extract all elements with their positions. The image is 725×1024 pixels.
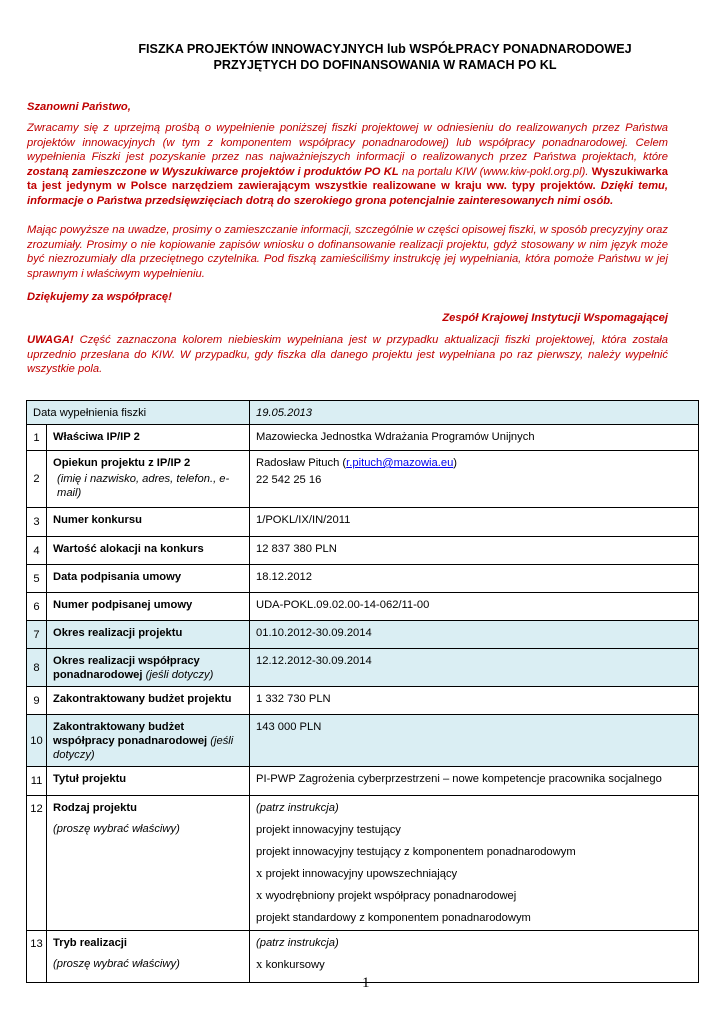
- date-value[interactable]: 19.05.2013: [250, 401, 699, 425]
- option-text: wyodrębniony projekt współpracy ponadnarodowej: [265, 890, 517, 902]
- contact-name: Radosław Pituch (: [256, 457, 347, 469]
- row-sublabel: (proszę wybrać właściwy): [53, 958, 180, 970]
- row-number: 12: [27, 796, 47, 931]
- row-label: Tryb realizacji: [53, 937, 128, 949]
- option-text: projekt innowacyjny testujący z komponentem ponadnarodowym: [256, 846, 576, 858]
- document-title: [60, 41, 710, 73]
- row-options-cell: [250, 796, 699, 931]
- row-label: Okres realizacji współpracy ponadnarodowej: [53, 655, 200, 681]
- row-label: Tytuł projektu: [47, 767, 250, 796]
- table-row: [27, 715, 699, 767]
- option-text: konkursowy: [265, 959, 325, 971]
- option-item[interactable]: [256, 822, 692, 837]
- p1-text-d: Wyszukiwarka ta jest jedynym w Polsce narzędziem zawierającym wszystkie realizowane w kraju ww. typy projektów.: [27, 165, 668, 193]
- row-label-cell: [47, 649, 250, 687]
- row-value[interactable]: 01.10.2012-30.09.2014: [250, 621, 699, 649]
- row-value[interactable]: Mazowiecka Jednostka Wdrażania Programów Unijnych: [250, 425, 699, 451]
- warning-label: UWAGA!: [27, 334, 74, 346]
- row-number: 2: [27, 451, 47, 508]
- p1-text-a: Zwracamy się z uprzejmą prośbą o wypełnienie poniższej fiszki projektowej w odniesieniu do realizowanych przez Państwa projektów innowacyjnych (w tym z komponentem współpracy ponadnarodowej) lub współpracy ponadnarodowej. Celem wypełnienia Fiszki jest pozyskanie przez nas najważniejszych informacji o realizowanych przez Państwa projektach, które: [27, 122, 668, 164]
- instruction-note: (patrz instrukcja): [256, 937, 339, 949]
- option-item[interactable]: [256, 866, 692, 881]
- row-label-cell: [47, 796, 250, 931]
- thanks-text: Dziękujemy za współpracę!: [27, 291, 172, 303]
- row-number: 8: [27, 649, 47, 687]
- greeting: Szanowni Państwo,: [27, 101, 131, 113]
- row-sublabel: (proszę wybrać właściwy): [53, 823, 180, 835]
- row-number: 6: [27, 593, 47, 621]
- option-text: projekt standardowy z komponentem ponadnarodowym: [256, 912, 531, 924]
- option-mark: x: [256, 865, 263, 880]
- row-options-cell: [250, 931, 699, 983]
- row-label: Rodzaj projektu: [53, 802, 137, 814]
- option-text: projekt innowacyjny upowszechniający: [265, 868, 458, 880]
- row-label: Data podpisania umowy: [47, 565, 250, 593]
- table-row: [27, 767, 699, 796]
- row-label: Zakontraktowany budżet współpracy ponadnarodowej: [53, 721, 208, 747]
- row-label: Numer podpisanej umowy: [47, 593, 250, 621]
- option-item[interactable]: [256, 957, 692, 972]
- row-label: Okres realizacji projektu: [47, 621, 250, 649]
- row-value[interactable]: 1 332 730 PLN: [250, 687, 699, 715]
- row-value[interactable]: PI-PWP Zagrożenia cyberprzestrzeni – nowe kompetencje pracownika socjalnego: [250, 767, 699, 796]
- option-item[interactable]: [256, 910, 692, 925]
- contact-phone: 22 542 25 16: [256, 474, 322, 486]
- row-label: Wartość alokacji na konkurs: [47, 537, 250, 565]
- intro-paragraph-2: [27, 223, 668, 281]
- table-row: [27, 796, 699, 931]
- row-sublabel: (jeśli dotyczy): [53, 735, 234, 761]
- p2-text: Mając powyższe na uwadze, prosimy o zamieszczanie informacji, szczególnie w części opisowej fiszki, w sposób precyzyjny oraz zrozumiały. Prosimy o nie kopiowanie zapisów wniosku o dofinansowanie realizacji projektu, gdyż stosowany w nim język może być niezrozumiały dla przeciętnego czytelnika. Pod fiszką zamieściliśmy instrukcję jej wypełniania, która pomoże Państwu w jej sprawnym i właściwym wypełnieniu.: [27, 224, 668, 280]
- p1-text-f: Dzięki temu, informacje o Państwa przedsięwzięciach dotrą do szerokiego grona potencjalnie zainteresowanych nimi osób.: [27, 180, 668, 207]
- table-row: [27, 451, 699, 508]
- row-value[interactable]: 12 837 380 PLN: [250, 537, 699, 565]
- row-number: 13: [27, 931, 47, 983]
- row-sublabel: (jeśli dotyczy): [145, 669, 214, 681]
- instruction-note: (patrz instrukcja): [256, 802, 339, 814]
- option-mark: x: [256, 956, 263, 971]
- row-value[interactable]: 1/POKL/IX/IN/2011: [250, 508, 699, 537]
- row-label-cell: [47, 451, 250, 508]
- table-row: [27, 687, 699, 715]
- table-row-date: [27, 401, 699, 425]
- row-value[interactable]: UDA-POKL.09.02.00-14-062/11-00: [250, 593, 699, 621]
- row-label: Właściwa IP/IP 2: [47, 425, 250, 451]
- table-row: [27, 593, 699, 621]
- row-value[interactable]: 18.12.2012: [250, 565, 699, 593]
- title-line-1: FISZKA PROJEKTÓW INNOWACYJNYCH lub WSPÓŁPRACY PONADNARODOWEJ: [138, 42, 632, 56]
- table-row: [27, 649, 699, 687]
- row-number: 5: [27, 565, 47, 593]
- row-label: Numer konkursu: [47, 508, 250, 537]
- row-number: 9: [27, 687, 47, 715]
- table-row: [27, 508, 699, 537]
- row-value-cell[interactable]: [250, 451, 699, 508]
- row-number: 4: [27, 537, 47, 565]
- page-number: 1: [362, 975, 370, 991]
- title-line-2: PRZYJĘTYCH DO DOFINANSOWANIA W RAMACH PO KL: [213, 58, 557, 72]
- contact-paren: ): [453, 457, 458, 469]
- row-label-cell: [47, 715, 250, 767]
- team-signature: [27, 311, 668, 326]
- row-number: 10: [27, 715, 47, 767]
- table-row: [27, 425, 699, 451]
- table-row: [27, 537, 699, 565]
- contact-email-link[interactable]: r.pituch@mazowia.eu: [346, 457, 454, 469]
- warning-text: Część zaznaczona kolorem niebieskim wypełniana jest w przypadku aktualizacji fiszki projektowej, która została uprzednio przesłana do KIW. W przypadku, gdy fiszka dla danego projektu jest wypełniana po raz pierwszy, należy wypełnić wszystkie pola.: [27, 334, 668, 376]
- row-value[interactable]: 143 000 PLN: [250, 715, 699, 767]
- date-label: Data wypełnienia fiszki: [27, 401, 250, 425]
- warning-paragraph: [27, 333, 668, 377]
- row-label: Opiekun projektu z IP/IP 2: [53, 457, 191, 469]
- row-label: Zakontraktowany budżet projektu: [47, 687, 250, 715]
- option-item[interactable]: [256, 844, 692, 859]
- p1-text-c: na portalu KIW (www.kiw-pokl.org.pl).: [398, 165, 592, 178]
- team-name: Zespół Krajowej Instytucji Wspomagającej: [442, 312, 668, 324]
- row-number: 1: [27, 425, 47, 451]
- option-item[interactable]: [256, 888, 692, 903]
- p1-text-b: zostaną zamieszczone w Wyszukiwarce projektów i produktów PO KL: [27, 165, 399, 178]
- row-label-cell: [47, 931, 250, 983]
- table-row: [27, 621, 699, 649]
- row-number: 7: [27, 621, 47, 649]
- project-form-table: [26, 400, 699, 983]
- option-mark: x: [256, 887, 263, 902]
- row-number: 3: [27, 508, 47, 537]
- table-row: [27, 565, 699, 593]
- row-number: 11: [27, 767, 47, 796]
- intro-paragraph-1: [27, 121, 668, 209]
- option-text: projekt innowacyjny testujący: [256, 824, 401, 836]
- row-sublabel: (imię i nazwisko, adres, telefon., e-mail): [57, 473, 230, 499]
- row-value[interactable]: 12.12.2012-30.09.2014: [250, 649, 699, 687]
